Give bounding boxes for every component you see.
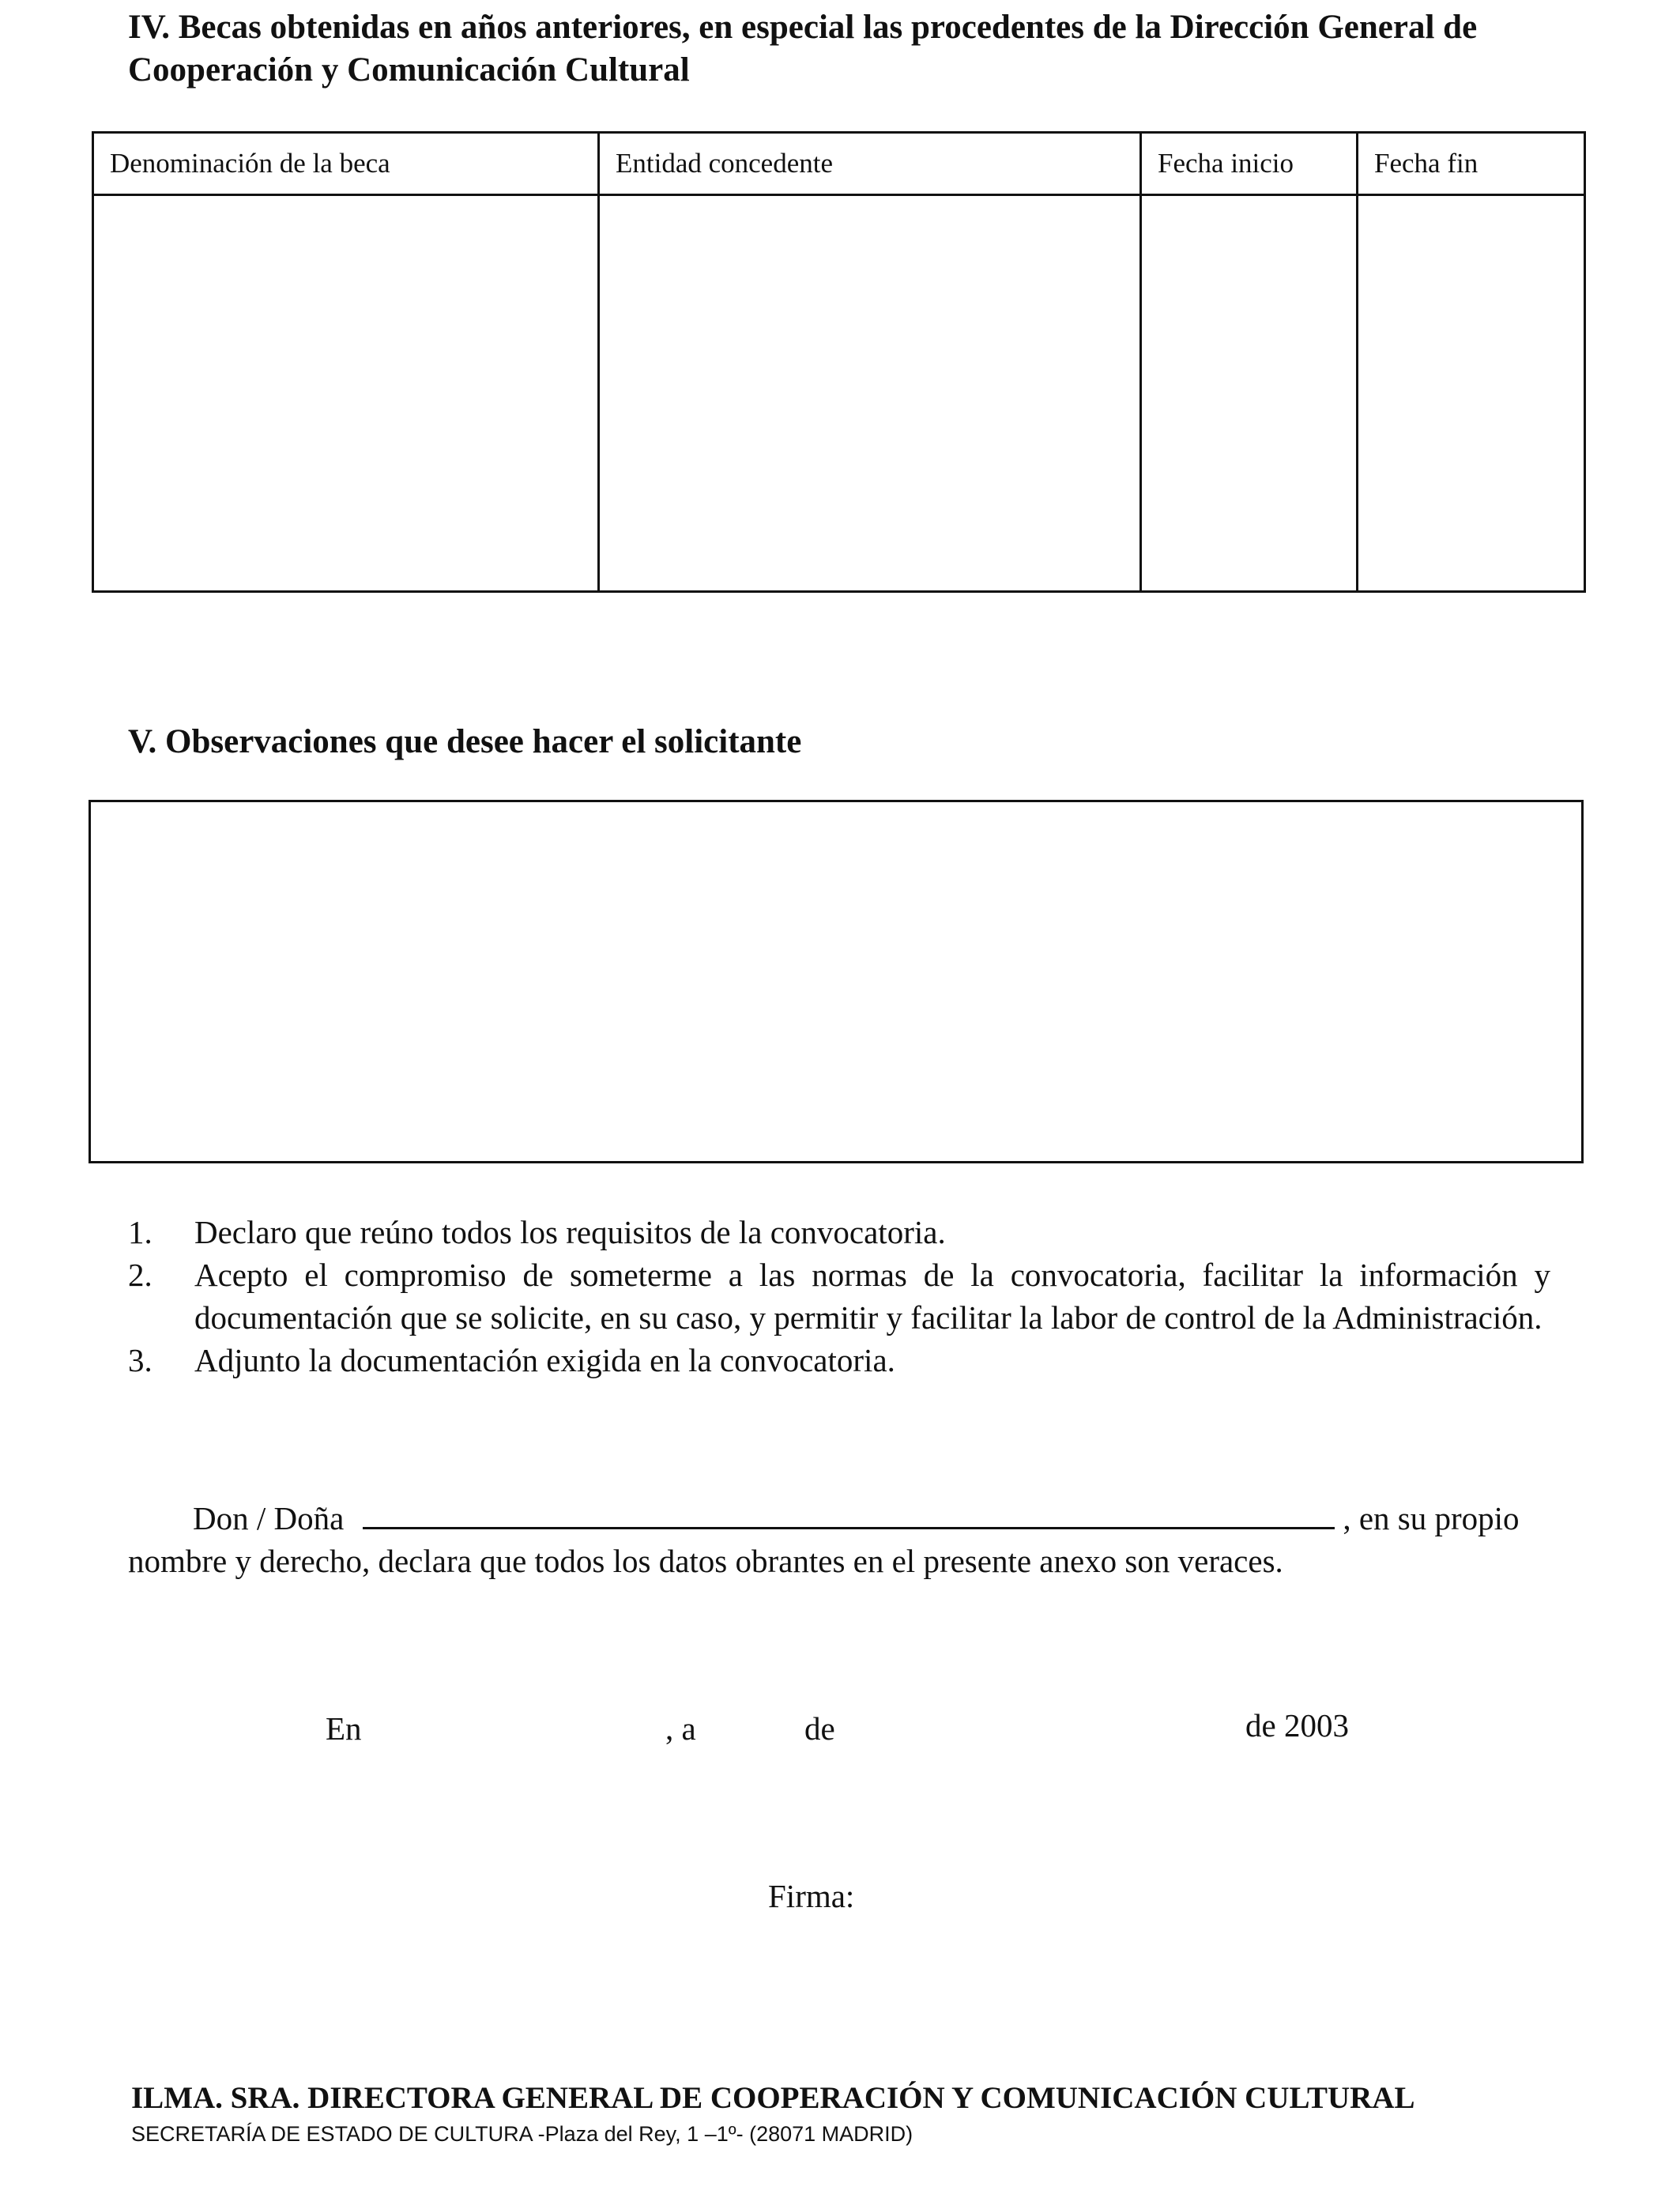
declaration-number: 3. <box>128 1342 153 1378</box>
column-header-fecha-inicio: Fecha inicio <box>1141 133 1358 195</box>
column-header-denominacion: Denominación de la beca <box>93 133 599 195</box>
day-label: , a <box>665 1710 696 1747</box>
entidad-cell[interactable] <box>599 195 1141 592</box>
statement-suffix: , en su propio <box>1343 1500 1520 1536</box>
footer-addressee: ILMA. SRA. DIRECTORA GENERAL DE COOPERACIÓN Y COMUNICACIÓN CULTURAL <box>131 2081 1415 2115</box>
don-dona-label: Don / Doña <box>193 1500 345 1536</box>
fecha-inicio-cell[interactable] <box>1141 195 1358 592</box>
column-header-entidad: Entidad concedente <box>599 133 1141 195</box>
becas-table <box>92 131 1586 593</box>
declaration-item <box>128 1211 1550 1253</box>
month-label: de <box>804 1710 835 1747</box>
year-label: de 2003 <box>1245 1707 1349 1744</box>
statement-continuation: nombre y derecho, declara que todos los datos obrantes en el presente anexo son veraces. <box>128 1543 1283 1579</box>
footer-address: SECRETARÍA DE ESTADO DE CULTURA -Plaza del Rey, 1 –1º- (28071 MADRID) <box>131 2122 913 2146</box>
declaration-item <box>128 1339 1550 1382</box>
place-label: En <box>326 1710 362 1747</box>
observaciones-box[interactable] <box>89 800 1584 1163</box>
declaration-text: Acepto el compromiso de someterme a las normas de la convocatoria, facilitar la información y documentación que se solicite, en su caso, y permitir y facilitar la labor de control de la Administración. <box>194 1257 1550 1336</box>
declaration-number: 1. <box>128 1214 153 1250</box>
declaration-statement <box>193 1497 1552 1540</box>
declaration-text: Adjunto la documentación exigida en la convocatoria. <box>194 1342 895 1378</box>
denominacion-cell[interactable] <box>93 195 599 592</box>
becas-table-header-row <box>93 133 1585 195</box>
signature-label: Firma: <box>768 1878 855 1914</box>
name-blank-line[interactable] <box>363 1502 1335 1529</box>
becas-table-row <box>93 195 1585 592</box>
declaration-text: Declaro que reúno todos los requisitos de la convocatoria. <box>194 1214 946 1250</box>
section-v-title: V. Observaciones que desee hacer el solicitante <box>128 723 802 760</box>
column-header-fecha-fin: Fecha fin <box>1358 133 1585 195</box>
section-iv-title: IV. Becas obtenidas en años anteriores, en especial las procedentes de la Dirección General de Cooperación y Comunicación Cultural <box>128 9 1478 89</box>
fecha-fin-cell[interactable] <box>1358 195 1585 592</box>
declaration-item <box>128 1253 1550 1339</box>
declarations-list <box>128 1211 1550 1382</box>
declaration-number: 2. <box>128 1257 153 1293</box>
